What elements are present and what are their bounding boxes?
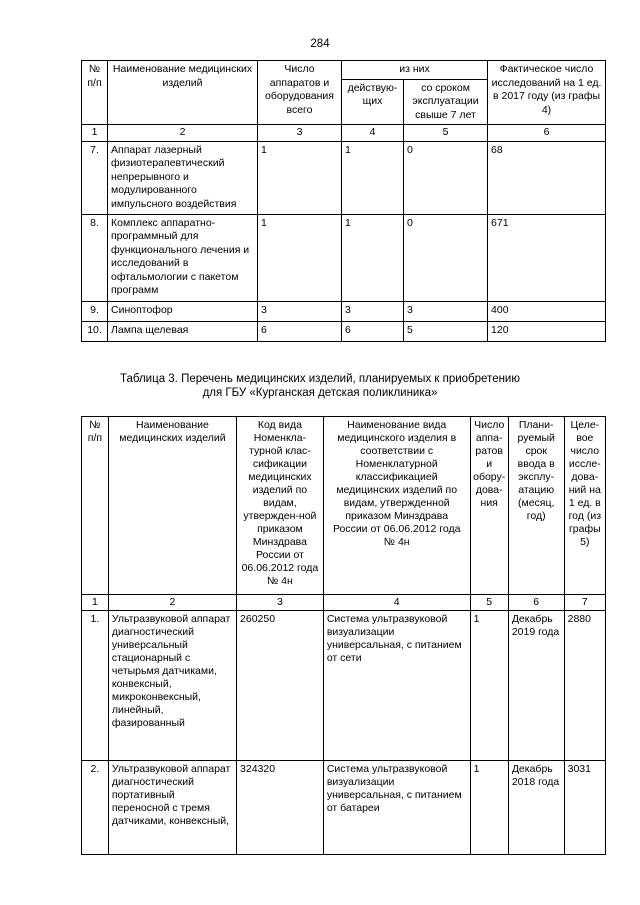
colnum: 5 [404,125,488,142]
row-name: Аппарат лазерный физиотерапевтический непрерывного и модулированного импульсного воздействия [108,141,258,214]
row-count: 1 [470,761,508,855]
row-name: Лампа щелевая [108,321,258,341]
colnum: 4 [323,595,470,611]
colnum: 2 [108,125,258,142]
table-caption [0,372,640,400]
row-planned: Декабрь 2019 года [508,611,564,761]
row-total: 1 [258,141,342,214]
colnum: 3 [258,125,342,142]
row-num: 7. [82,141,108,214]
header-kind: Наименование вида медицинского изделия в соответствии с Номенклатурной классификацией медицинских изделий по видам, утвержденной приказом Минздрава России от 06.06.2012 года № 4н [323,417,470,595]
page-number: 284 [310,38,330,50]
caption-line-1: Таблица 3. Перечень медицинских изделий, планируемых к приобретению [120,373,520,385]
table-row [82,141,606,214]
header-target: Целе-вое число иссле-дова-ний на 1 ед. в год (из графы 5) [564,417,605,595]
equipment-table [81,60,606,342]
row-active: 1 [342,141,404,214]
row-kind: Система ультразвуковой визуализации универсальная, с питанием от сети [323,611,470,761]
colnum: 4 [342,125,404,142]
row-count: 1 [470,611,508,761]
row-name: Ультразвуковой аппарат диагностический универсальный стационарный с четырьмя датчиками, конвексный, микроконвексный, линейный, фазированный [108,611,236,761]
row-code: 260250 [237,611,324,761]
header-planned: Плани-руемый срок ввода в эксплу-атацию (месяц, год) [508,417,564,595]
table-row [82,301,606,321]
table-row [82,611,606,761]
header-active: действую-щих [342,79,404,125]
row-actual: 400 [488,301,606,321]
table-row [82,321,606,341]
header-of-them: из них [342,61,488,80]
row-active: 6 [342,321,404,341]
header-name: Наименование медицинских изделий [108,61,258,125]
row-total: 6 [258,321,342,341]
colnum: 1 [82,595,109,611]
row-active: 1 [342,214,404,301]
row-name: Синоптофор [108,301,258,321]
colnum: 2 [108,595,236,611]
row-num: 8. [82,214,108,301]
colnum: 7 [564,595,605,611]
row-actual: 120 [488,321,606,341]
row-num: 1. [82,611,109,761]
header-count: Число аппа-ратов и обору-дова-ния [470,417,508,595]
colnum: 5 [470,595,508,611]
header-code: Код вида Номенкла-турной клас-сификации медицинских изделий по видам, утвержден-ной приказом Минздрава России от 06.06.2012 года № 4н [237,417,324,595]
row-over7: 3 [404,301,488,321]
header-count-total: Число аппаратов и оборудования всего [258,61,342,125]
row-num: 9. [82,301,108,321]
row-actual: 671 [488,214,606,301]
row-over7: 0 [404,141,488,214]
row-active: 3 [342,301,404,321]
row-code: 324320 [237,761,324,855]
row-kind: Система ультразвуковой визуализации универсальная, с питанием от батареи [323,761,470,855]
planned-purchases-table [81,416,606,855]
colnum: 6 [508,595,564,611]
column-number-row [82,595,606,611]
row-name: Ультразвуковой аппарат диагностический портативный переносной с тремя датчиками, конвексный, [111,763,231,827]
row-over7: 0 [404,214,488,301]
row-actual: 68 [488,141,606,214]
table-row [82,214,606,301]
colnum: 1 [82,125,108,142]
header-num: № п/п [82,417,109,595]
table-row [82,761,606,855]
row-num: 2. [82,761,109,855]
row-target: 3031 [564,761,605,855]
caption-line-2: для ГБУ «Курганская детская поликлиника» [202,387,438,399]
row-planned: Декабрь 2018 года [508,761,564,855]
row-over7: 5 [404,321,488,341]
row-name: Комплекс аппаратно-программный для функционального лечения и исследований в офтальмологии с пакетом программ [108,214,258,301]
colnum: 6 [488,125,606,142]
header-over7: со сроком эксплуатации свыше 7 лет [404,79,488,125]
row-total: 1 [258,214,342,301]
row-num: 10. [82,321,108,341]
column-number-row [82,125,606,142]
header-num: № п/п [82,61,108,125]
row-target: 2880 [564,611,605,761]
header-name: Наименование медицинских изделий [108,417,236,595]
row-total: 3 [258,301,342,321]
colnum: 3 [237,595,324,611]
header-actual: Фактическое число исследований на 1 ед. в 2017 году (из графы 4) [488,61,606,125]
